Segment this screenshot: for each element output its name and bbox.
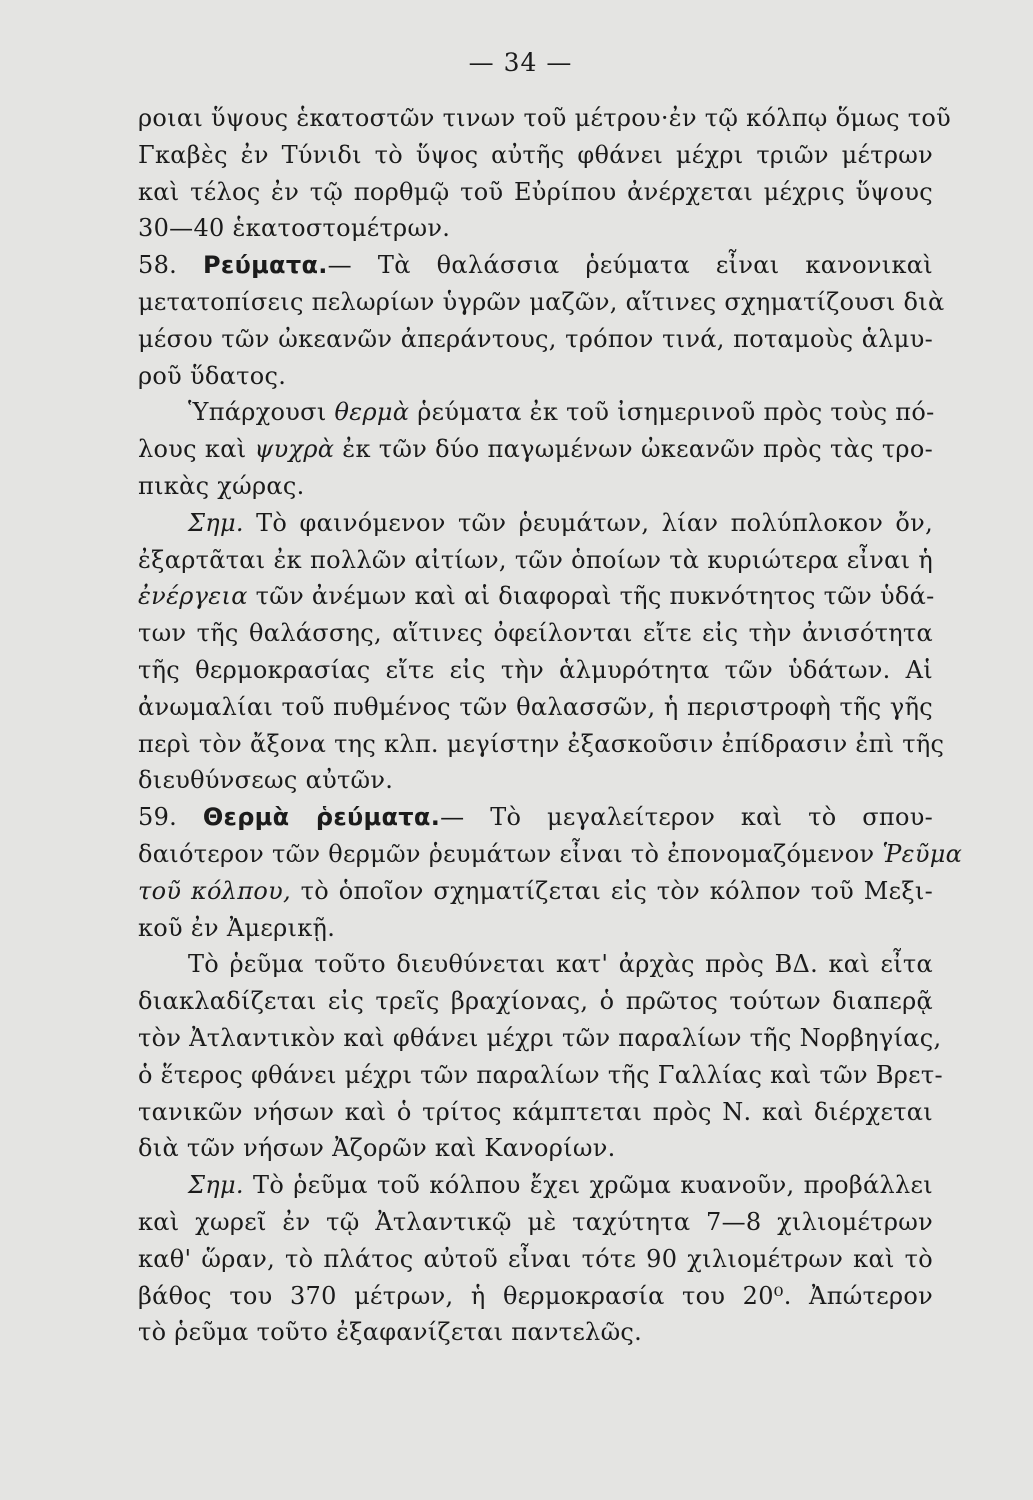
emphasis: τοῦ κόλπου, [138, 876, 291, 905]
section-title: Θερμὰ ῥεύματα. [202, 803, 441, 832]
text-line: καὶ χωρεῖ ἐν τῷ Ἀτλαντικῷ μὲ ταχύτητα 7—8 χιλιομέτρων [138, 1207, 933, 1236]
text-line: καὶ τέλος ἐν τῷ πορθμῷ τοῦ Εὐρίπου ἀνέρχεται μέχρις ὕψους [138, 177, 933, 206]
section-number: 59. [138, 803, 178, 832]
text-line: καθ' ὥραν, τὸ πλάτος αὐτοῦ εἶναι τότε 90 χιλιομέτρων καὶ τὸ [138, 1244, 933, 1273]
text-line: ἀνωμαλίαι τοῦ πυθμένος τῶν θαλασσῶν, ἡ περιστροφὴ τῆς γῆς [138, 692, 933, 721]
emphasis: Ῥεῦμα [882, 839, 963, 868]
text-line: τὸν Ἀτλαντικὸν καὶ φθάνει μέχρι τῶν παραλίων τῆς Νορβηγίας, [138, 1023, 942, 1052]
note-label: Σημ. [188, 1171, 244, 1200]
page-number: — 34 — [468, 48, 573, 77]
emphasis: θερμὰ [334, 398, 410, 427]
text-line: μετατοπίσεις πελωρίων ὑγρῶν μαζῶν, αἵτινες σχηματίζουσι διὰ [138, 287, 945, 316]
text-line: διευθύνσεως αὐτῶν. [138, 766, 394, 795]
text-line: τοῦ κόλπου, τὸ ὁποῖον σχηματίζεται εἰς τὸν κόλπον τοῦ Μεξι- [138, 876, 933, 905]
page-body [138, 100, 963, 1351]
text-line: λους καὶ ψυχρὰ ἐκ τῶν δύο παγωμένων ὠκεανῶν πρὸς τὰς τρο- [138, 435, 934, 464]
emphasis: ψυχρὰ [254, 435, 335, 464]
text-line: πικὰς χώρας. [138, 471, 305, 500]
text-line: ροῦ ὕδατος. [138, 361, 287, 390]
text-line: 30—40 ἑκατοστομέτρων. [138, 214, 451, 243]
note-line: Σημ. Τὸ φαινόμενον τῶν ῥευμάτων, λίαν πολύπλοκον ὄν, [188, 508, 933, 537]
emphasis: ἐνέργεια [138, 582, 248, 611]
text-line: Ὑπάρχουσι θερμὰ ῥεύματα ἐκ τοῦ ἰσημερινοῦ πρὸς τοὺς πό- [188, 398, 935, 427]
text-line: ροιαι ὕψους ἑκατοστῶν τινων τοῦ μέτρου·ἐν τῷ κόλπῳ ὅμως τοῦ [138, 104, 952, 132]
text-line: τανικῶν νήσων καὶ ὁ τρίτος κάμπτεται πρὸς Ν. καὶ διέρχεται [138, 1097, 933, 1126]
text-line: ἐνέργεια τῶν ἀνέμων καὶ αἱ διαφοραὶ τῆς πυκνότητος τῶν ὑδά- [138, 582, 935, 611]
text-line: ἐξαρτᾶται ἐκ πολλῶν αἰτίων, τῶν ὁποίων τὰ κυριώτερα εἶναι ἡ [138, 545, 933, 574]
note-label: Σημ. [188, 508, 244, 537]
text-line: τῆς θερμοκρασίας εἴτε εἰς τὴν ἁλμυρότητα τῶν ὑδάτων. Αἱ [138, 655, 933, 684]
text-line: των τῆς θαλάσσης, αἵτινες ὀφείλονται εἴτε εἰς τὴν ἀνισότητα [138, 619, 933, 648]
text-line: βάθος του 370 μέτρων, ἡ θερμοκρασία του 20⁰. Ἀπώτερον [138, 1281, 933, 1310]
text-line: τὸ ῥεῦμα τοῦτο ἐξαφανίζεται παντελῶς. [138, 1318, 643, 1347]
note-line: Σημ. Τὸ ῥεῦμα τοῦ κόλπου ἔχει χρῶμα κυανοῦν, προβάλλει [188, 1171, 933, 1200]
text-line: δαιότερον τῶν θερμῶν ῥευμάτων εἶναι τὸ ἐπονομαζόμενον Ῥεῦμα [138, 839, 963, 868]
text-line: Τὸ ῥεῦμα τοῦτο διευθύνεται κατ' ἀρχὰς πρὸς ΒΔ. καὶ εἶτα [188, 950, 933, 979]
text-line: μέσου τῶν ὠκεανῶν ἀπεράντους, τρόπον τινά, ποταμοὺς ἁλμυ- [138, 324, 933, 353]
text-line: περὶ τὸν ἄξονα της κλπ. μεγίστην ἐξασκοῦσιν ἐπίδρασιν ἐπὶ τῆς [138, 729, 945, 758]
section-title: Ρεύματα. [203, 251, 328, 280]
text-line: ὁ ἕτερος φθάνει μέχρι τῶν παραλίων τῆς Γαλλίας καὶ τῶν Βρετ- [138, 1060, 943, 1089]
text-line: διὰ τῶν νήσων Ἀζορῶν καὶ Κανορίων. [138, 1134, 616, 1163]
section-heading-line: 58. Ρεύματα.— Τὰ θαλάσσια ῥεύματα εἶναι κανονικαὶ [138, 251, 933, 280]
text-line: Γκαβὲς ἐν Τύνιδι τὸ ὕψος αὐτῆς φθάνει μέχρι τριῶν μέτρων [138, 140, 933, 169]
text-line: κοῦ ἐν Ἀμερικῇ. [138, 913, 336, 942]
text-line: διακλαδίζεται εἰς τρεῖς βραχίονας, ὁ πρῶτος τούτων διαπερᾷ [138, 987, 933, 1016]
section-heading-line: 59. Θερμὰ ῥεύματα.— Τὸ μεγαλείτερον καὶ τὸ σπου- [138, 803, 934, 832]
section-number: 58. [138, 251, 178, 280]
